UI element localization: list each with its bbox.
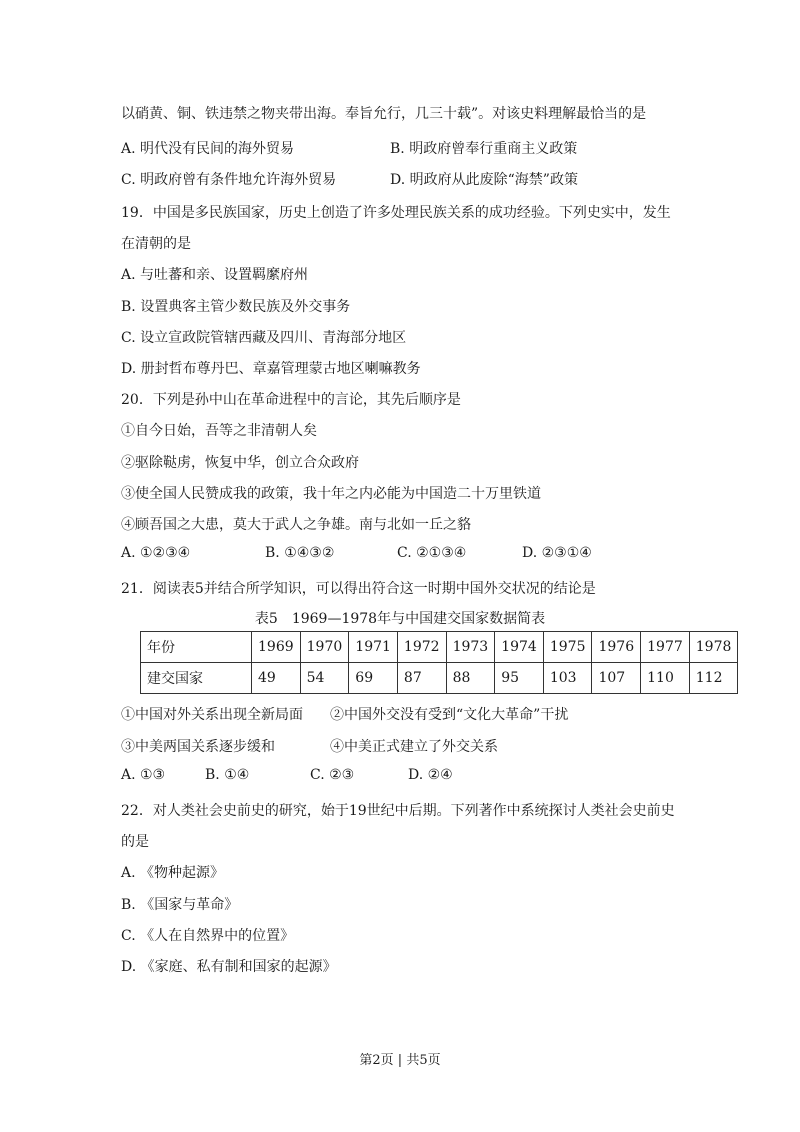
year-cell: 1969 bbox=[252, 632, 301, 663]
question-18-stem-end: 以硝黄、铜、铁违禁之物夹带出海。奉旨允行，几三十载”。对该史料理解最恰当的是 bbox=[121, 106, 647, 122]
q21-stem: 21．阅读表5并结合所学知识，可以得出符合这一时期中国外交状况的结论是 bbox=[121, 581, 596, 597]
year-cell: 1975 bbox=[543, 632, 592, 663]
q21-item-2: ②中国外交没有受到“文化大革命”干扰 bbox=[330, 707, 569, 723]
count-cell: 49 bbox=[252, 663, 301, 694]
q21-option-c: C. ②③ bbox=[310, 767, 355, 783]
row-label-countries: 建交国家 bbox=[141, 663, 252, 694]
q20-option-a: A. ①②③④ bbox=[121, 545, 191, 561]
count-cell: 87 bbox=[397, 663, 446, 694]
q22-option-d: D. 《家庭、私有制和国家的起源》 bbox=[121, 959, 337, 975]
row-label-year: 年份 bbox=[141, 632, 252, 663]
count-cell: 69 bbox=[349, 663, 398, 694]
q19-stem-line1: 19．中国是多民族国家，历史上创造了许多处理民族关系的成功经验。下列史实中，发生 bbox=[121, 205, 671, 221]
q19-option-b: B. 设置典客主管少数民族及外交事务 bbox=[121, 299, 351, 315]
q22-stem-line1: 22．对人类社会史前史的研究，始于19世纪中后期。下列著作中系统探讨人类社会史前史 bbox=[121, 803, 675, 819]
count-cell: 107 bbox=[592, 663, 641, 694]
q21-item-3: ③中美两国关系逐步缓和 bbox=[121, 739, 275, 755]
q18-option-c: C. 明政府曾有条件地允许海外贸易 bbox=[121, 172, 337, 188]
q19-option-a: A. 与吐蕃和亲、设置羁縻府州 bbox=[121, 267, 309, 283]
q20-option-d: D. ②③①④ bbox=[522, 545, 592, 561]
count-cell: 95 bbox=[495, 663, 544, 694]
year-cell: 1972 bbox=[397, 632, 446, 663]
q21-option-b: B. ①④ bbox=[205, 767, 250, 783]
diplomatic-relations-table bbox=[140, 631, 738, 694]
q19-option-d: D. 册封哲布尊丹巴、章嘉管理蒙古地区喇嘛教务 bbox=[121, 361, 421, 377]
count-cell: 110 bbox=[641, 663, 690, 694]
year-cell: 1978 bbox=[689, 632, 738, 663]
table-row-counts bbox=[141, 663, 738, 694]
q19-option-c: C. 设立宣政院管辖西藏及四川、青海部分地区 bbox=[121, 330, 407, 346]
q21-item-4: ④中美正式建立了外交关系 bbox=[330, 739, 498, 755]
count-cell: 112 bbox=[689, 663, 738, 694]
q18-option-a: A. 明代没有民间的海外贸易 bbox=[121, 141, 295, 157]
q20-item-1: ①自今日始，吾等之非清朝人矣 bbox=[121, 423, 317, 439]
count-cell: 54 bbox=[300, 663, 349, 694]
year-cell: 1970 bbox=[300, 632, 349, 663]
q22-option-c: C. 《人在自然界中的位置》 bbox=[121, 928, 295, 944]
count-cell: 88 bbox=[446, 663, 495, 694]
year-cell: 1977 bbox=[641, 632, 690, 663]
q22-option-a: A. 《物种起源》 bbox=[121, 865, 225, 881]
q22-option-b: B. 《国家与革命》 bbox=[121, 897, 239, 913]
q18-option-d: D. 明政府从此废除“海禁”政策 bbox=[390, 172, 578, 188]
table-row-years bbox=[141, 632, 738, 663]
q18-option-b: B. 明政府曾奉行重商主义政策 bbox=[390, 141, 578, 157]
q21-option-d: D. ②④ bbox=[408, 767, 453, 783]
year-cell: 1976 bbox=[592, 632, 641, 663]
q20-stem: 20．下列是孙中山在革命进程中的言论，其先后顺序是 bbox=[121, 392, 461, 408]
year-cell: 1973 bbox=[446, 632, 495, 663]
q21-item-1: ①中国对外关系出现全新局面 bbox=[121, 707, 303, 723]
q20-option-c: C. ②①③④ bbox=[397, 545, 467, 561]
table-caption: 表5 1969—1978年与中国建交国家数据简表 bbox=[254, 611, 546, 627]
q20-item-3: ③使全国人民赞成我的政策，我十年之内必能为中国造二十万里铁道 bbox=[121, 486, 541, 502]
q21-option-a: A. ①③ bbox=[121, 767, 166, 783]
q20-item-4: ④顾吾国之大患，莫大于武人之争雄。南与北如一丘之貉 bbox=[121, 517, 471, 533]
count-cell: 103 bbox=[543, 663, 592, 694]
q19-stem-line2: 在清朝的是 bbox=[121, 236, 191, 252]
year-cell: 1974 bbox=[495, 632, 544, 663]
q22-stem-line2: 的是 bbox=[121, 834, 149, 850]
q20-option-b: B. ①④③② bbox=[265, 545, 335, 561]
year-cell: 1971 bbox=[349, 632, 398, 663]
q20-item-2: ②驱除鞑虏，恢复中华，创立合众政府 bbox=[121, 455, 359, 471]
page-footer: 第2页 | 共5页 bbox=[359, 1053, 441, 1068]
